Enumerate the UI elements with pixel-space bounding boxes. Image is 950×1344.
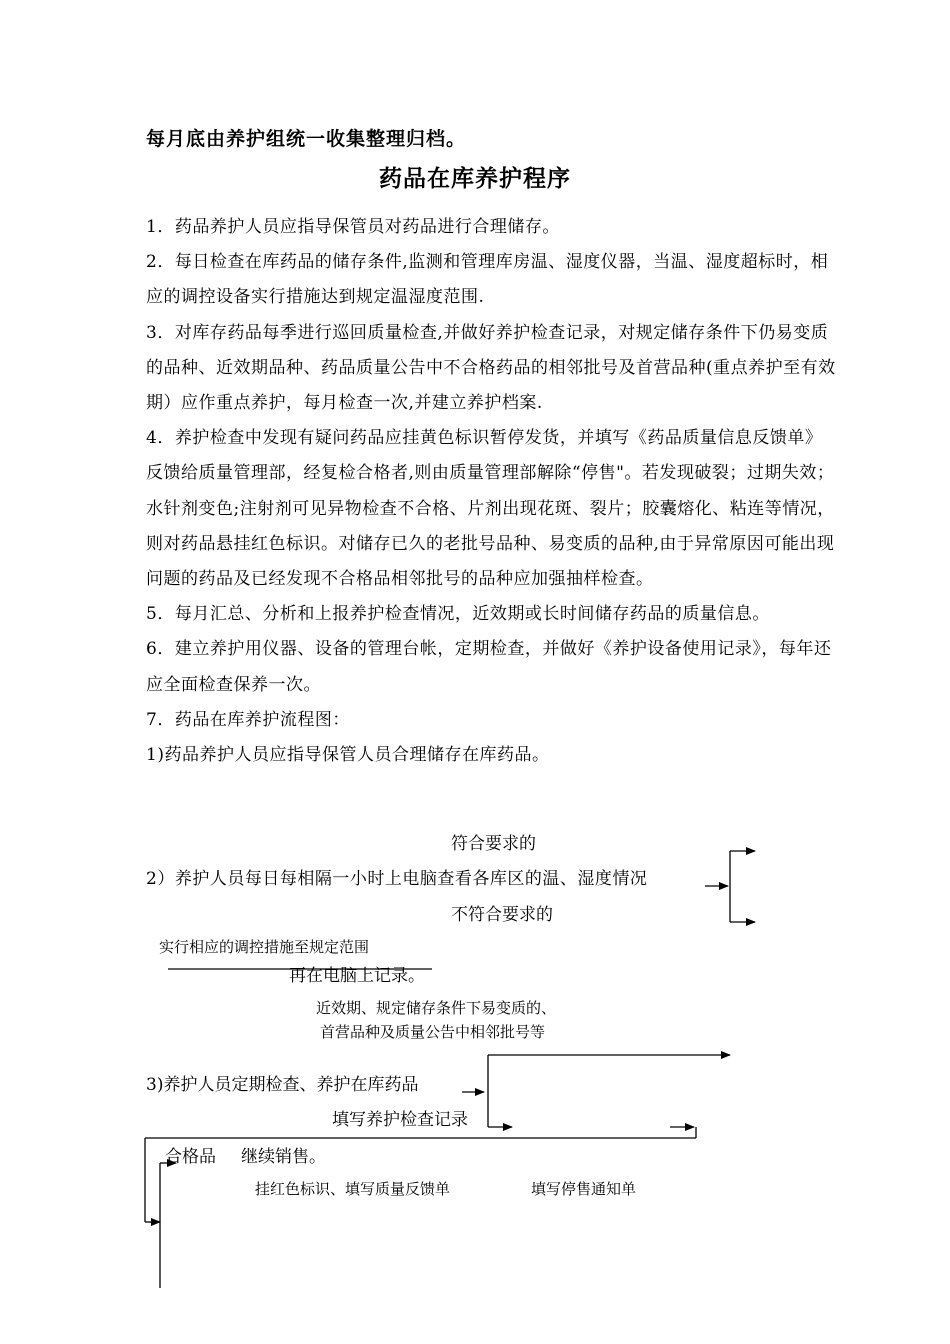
flow-key-note-2: 首营品种及质量公告中相邻批号等 <box>320 1023 546 1041</box>
list-item: 5．每月汇总、分析和上报养护检查情况，近效期或长时间储存药品的质量信息。 <box>146 604 770 625</box>
list-item: 2．每日检查在库药品的储存条件,监测和管理库房温、湿度仪器，当温、湿度超标时，相应的调控设备实行措施达到规定温湿度范围. <box>146 252 829 308</box>
list-item: 6．建立养护用仪器、设备的管理台帐，定期检查，并做好《养护设备使用记录》，每年还应全面检查保养一次。 <box>146 639 832 695</box>
flow-step-2: 2）养护人员每日每相隔一小时上电脑查看各库区的温、湿度情况 <box>146 869 648 889</box>
flow-step-3: 3)养护人员定期检查、养护在库药品 <box>146 1075 419 1095</box>
flow-qualified: 合格品 <box>165 1147 216 1167</box>
flow-ok-label: 符合要求的 <box>451 834 536 854</box>
procedure-list <box>146 210 836 773</box>
list-item: 3．对库存药品每季进行巡回质量检查,并做好养护检查记录，对规定储存条件下仍易变质的品种、近效期品种、药品质量公告中不合格药品的相邻批号及首营品种(重点养护至有效期）应作重点养护，每月检查一次,并建立养护档案. <box>146 322 836 414</box>
flow-red-mark: 挂红色标识、填写质量反馈单 <box>255 1180 451 1198</box>
flow-not-ok-label: 不符合要求的 <box>451 905 553 925</box>
flow-record: 再在电脑上记录。 <box>289 966 425 986</box>
list-item: 4．养护检查中发现有疑问药品应挂黄色标识暂停发货，并填写《药品质量信息反馈单》反馈给质量管理部，经复检合格者,则由质量管理部解除“停售"。若发现破裂；过期失效；水针剂变色;注射剂可见异物检查不合格、片剂出现花斑、裂片；胶囊熔化、粘连等情况，则对药品悬挂红色标识。对储存已久的老批号品种、易变质的品种,由于异常原因可能出现问题的药品及已经发现不合格品相邻批号的品种应加强抽样检查。 <box>146 428 835 590</box>
flow-adjust: 实行相应的调控措施至规定范围 <box>159 938 370 956</box>
page-title: 药品在库养护程序 <box>379 165 571 192</box>
list-item: 1．药品养护人员应指导保管员对药品进行合理储存。 <box>146 217 560 237</box>
list-item: 7．药品在库养护流程图： <box>146 709 350 730</box>
flow-fill-record: 填写养护检查记录 <box>332 1110 468 1130</box>
flow-continue-sale: 继续销售。 <box>241 1147 326 1167</box>
list-item: 1)药品养护人员应指导保管人员合理储存在库药品。 <box>146 745 550 766</box>
lead-line: 每月底由养护组统一收集整理归档。 <box>146 128 467 150</box>
flow-stop-notice: 填写停售通知单 <box>531 1180 637 1198</box>
flow-key-note-1: 近效期、规定储存条件下易变质的、 <box>316 999 557 1017</box>
